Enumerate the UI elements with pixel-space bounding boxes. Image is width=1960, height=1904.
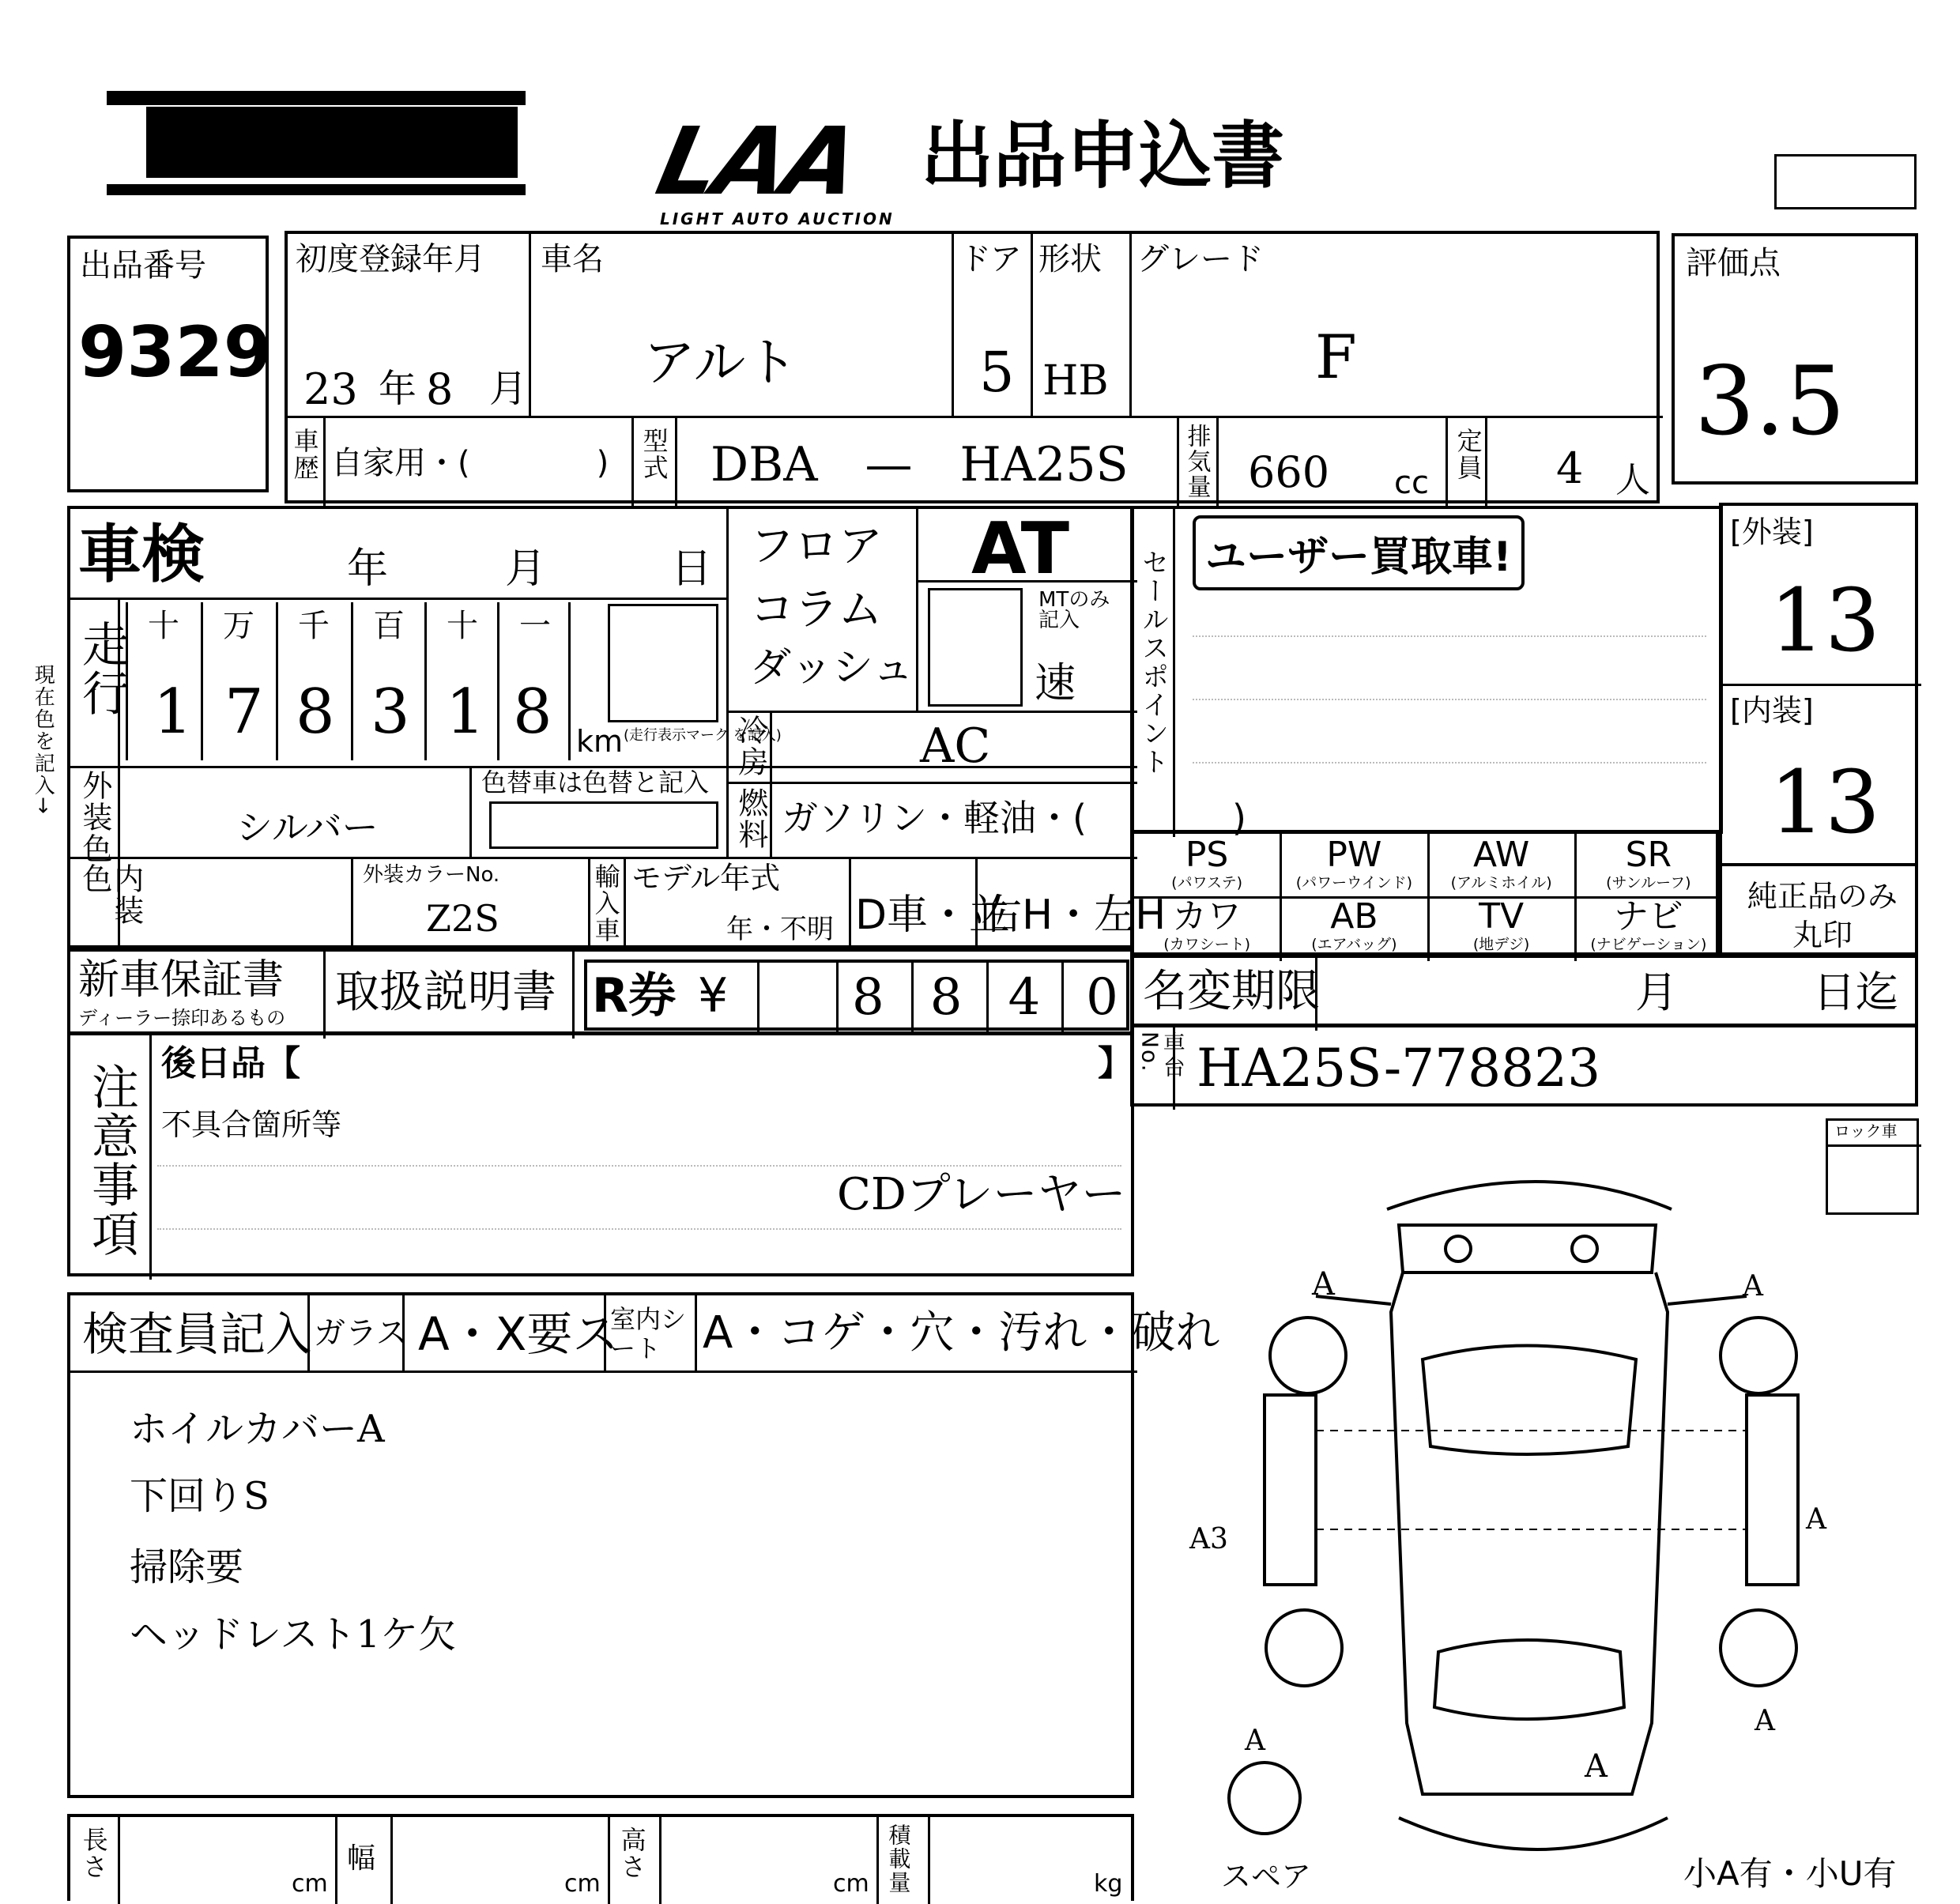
shape-label: 形状 [1038,241,1102,277]
digit-value: 1 [153,677,193,748]
lock-box [1826,1118,1919,1215]
car-name-value: アルト [643,332,798,393]
chassis-label: 車台No. [1136,1031,1186,1079]
height-label: 高さ [616,1827,647,1880]
digit-value: 1 [446,677,485,748]
equipment-cell [1133,895,1280,956]
grade-value: F [1315,322,1357,392]
grade-label: グレード [1137,241,1264,277]
digit-value: 8 [296,677,335,748]
digit-label: 十 [447,608,478,644]
capacity-value: 4 [1556,443,1584,493]
equipment-desc: (サンルーフ) [1606,874,1691,892]
name-change-label: 名変期限 [1143,966,1320,1017]
digit-value: 3 [371,677,410,748]
mt-note: MTのみ 記入 [1038,588,1110,632]
equipment-cell [1575,833,1722,895]
car-name-label: 車名 [541,241,604,277]
vehicle-info-box [285,231,1660,503]
color-no-label: 外装カラーNo. [363,863,500,887]
recycle-value: 8840 [852,968,1164,1027]
warranty-label: 新車保証書 [78,956,285,1004]
interior-score-value: 13 [1770,752,1880,853]
mileage-digits [126,602,568,760]
aircon-value: AC [920,718,991,774]
form-title: 出品申込書 [921,114,1285,198]
width-label: 幅 [347,1842,376,1875]
inspector-line: 下回りS [130,1474,270,1518]
interior-score-label: [内装] [1730,693,1814,728]
chassis-value: HA25S-778823 [1197,1038,1601,1099]
spare-label: スペア [1221,1859,1312,1894]
equipment-desc: (アルミホイル) [1450,874,1552,892]
inspection-year: 年 [347,545,389,593]
logo-text: LAA [648,107,866,216]
equipment-cell [1575,895,1722,956]
dealer-value: D車・並 [855,892,1011,939]
length-label: 長さ [78,1827,109,1880]
displacement-value: 660 [1248,447,1330,497]
defects-value: CDプレーヤー [837,1169,1126,1220]
glass-value: A・X要ス [418,1307,619,1361]
recycle-label: R券 [592,968,677,1024]
mark-front-right: A [1743,1270,1763,1303]
repaint-box [489,801,718,849]
load-unit: kg [1094,1870,1123,1898]
lot-number: 9329 [78,311,272,393]
current-color-note: 現在色を記入→ [31,664,55,816]
capacity-label: 定員 [1453,428,1483,481]
exterior-score-label: [外装] [1730,515,1814,549]
mt-box [928,588,1023,707]
registration-year-label: 年 [379,367,417,411]
equipment-code: カワ [1172,896,1242,937]
transmission-value: AT [971,507,1070,590]
name-change-box [1130,952,1918,1027]
equipment-desc: (ナビゲーション) [1590,936,1707,953]
registration-year-value: 23 [303,364,358,414]
displacement-unit: cc [1394,465,1429,501]
equipment-code: TV [1479,896,1525,937]
shift-floor: フロア [750,521,883,572]
mileage-mark-box [608,604,718,722]
lot-number-box [67,236,272,492]
digit-label: 千 [298,608,330,644]
equipment-cell [1280,833,1427,895]
manual-label: 取扱説明書 [335,967,556,1018]
mark-spare: A [1245,1725,1265,1757]
name-change-day: 日迄 [1813,967,1898,1017]
genuine-only-box [1719,863,1918,958]
score-box [1672,233,1918,484]
laa-logo [648,107,913,228]
door-label: ドア [959,241,1022,277]
notes-box [67,1031,1134,1276]
history-label: 車歴 [289,428,320,481]
model-code-label: 型式 [639,428,669,481]
shift-dash: ダッシュ [750,644,914,692]
digit-value: 7 [224,677,264,748]
mark-left-side: A3 [1189,1523,1228,1555]
model-year-value: 年・不明 [726,914,834,945]
equipment-cell [1428,895,1575,956]
equipment-cell [1428,833,1575,895]
footer-right-note: 小A有・小U有 [1683,1854,1897,1893]
sales-point-label: セールスポイント [1136,549,1169,776]
inspector-line: ヘッドレスト1ケ欠 [130,1612,457,1657]
mark-rear-right: A [1755,1705,1775,1737]
equipment-code: SR [1625,835,1672,875]
equipment-desc: (地デジ) [1472,936,1530,953]
exterior-color-label: 外装色 [77,770,112,865]
buyback-badge-text: ユーザー買取車! [1205,533,1512,581]
inspector-line: ホイルカバーA [130,1407,385,1451]
equipment-code: AB [1330,896,1378,937]
equipment-code: AW [1473,835,1530,875]
mark-right-side: A [1806,1503,1826,1536]
logo-subtitle: LIGHT AUTO AUCTION [660,209,895,228]
equipment-code: ナビ [1613,896,1683,937]
digit-value: 8 [513,677,552,748]
inspection-day: 日 [671,545,713,593]
digit-label: 一 [519,608,551,644]
inspector-line: 掃除要 [130,1545,244,1589]
equipment-cell [1133,833,1280,895]
handle-value: 右H・左H [981,892,1167,939]
lock-label: ロック車 [1834,1122,1898,1141]
model-code-value: DBA — HA25S [710,437,1129,492]
chassis-box [1130,1024,1918,1107]
width-unit: cm [564,1870,601,1898]
interior-color-label: 内装色 [77,863,144,926]
later-items-label: 後日品【 [161,1043,300,1084]
mark-front-left: A [1312,1266,1335,1303]
inspection-label: 車検 [78,518,205,591]
equipment-code: PW [1326,835,1382,875]
mileage-unit-note: (走行表示マーク を記入) [624,727,782,744]
notes-label: 注意事項 [84,1062,139,1258]
registration-label: 初度登録年月 [296,241,485,277]
load-label: 積載量 [885,1823,912,1895]
digit-label: 百 [373,608,405,644]
lot-label: 出品番号 [80,247,206,284]
score-value: 3.5 [1694,347,1845,457]
color-no-value: Z2S [426,897,499,940]
fuel-value: ガソリン・軽油・( ) [782,797,1246,839]
recycle-yen: ¥ [698,968,729,1024]
mileage-label: 走行 [74,620,130,718]
repaint-label: 色替車は色替と記入 [481,767,710,797]
fuel-label: 燃料 [733,787,768,850]
buyback-badge [1193,515,1525,590]
equipment-desc: (カワシート) [1163,936,1251,953]
inspection-month: 月 [505,545,547,593]
exterior-interior-score-box [1719,503,1918,866]
later-items-close: 】 [1098,1043,1133,1084]
height-unit: cm [833,1870,869,1898]
seat-value: A・コゲ・穴・汚れ・破れ [703,1307,1220,1359]
digit-label: 十 [148,608,179,644]
equipment-desc: (パワステ) [1171,874,1243,892]
digit-label: 万 [223,608,254,644]
warranty-note: ディーラー捺印あるもの [78,1007,286,1029]
sales-point-box [1130,506,1723,834]
seat-label: 室内シート [610,1304,687,1363]
dimensions-box [67,1814,1134,1901]
shift-column: コラム [750,584,883,635]
aircon-label: 冷房 [733,714,768,778]
model-year-label: モデル年式 [631,861,781,895]
name-change-month: 月 [1635,967,1678,1017]
speed-label: 速 [1035,660,1076,707]
history-value: 自家用・( ) [331,445,609,481]
inspector-label: 検査員記入 [82,1307,312,1361]
defects-label: 不具合箇所等 [161,1107,342,1142]
exterior-color-value: シルバー [236,806,379,849]
displacement-label: 排気量 [1182,424,1211,500]
score-label: 評価点 [1686,245,1781,281]
mark-rear: A [1585,1748,1608,1785]
redacted-stamp [107,91,526,202]
equipment-desc: (パワーウインド) [1295,874,1412,892]
registration-month-label: 月 [489,367,528,411]
import-label: 輸入車 [590,863,621,944]
corner-box [1774,154,1917,209]
glass-label: ガラス [314,1315,408,1352]
equipment-desc: (エアバッグ) [1311,936,1397,953]
registration-month-value: 8 [426,364,454,414]
door-value: 5 [979,340,1015,405]
capacity-unit: 人 [1615,460,1650,500]
genuine-only-label: 純正品のみ 丸印 [1747,879,1898,953]
equipment-cell [1280,895,1427,956]
length-unit: cm [292,1870,328,1898]
shape-value: HB [1042,357,1109,405]
documents-row [67,948,1164,1035]
mileage-unit: km [576,724,624,759]
recycle-box [584,960,1164,1031]
exterior-score-value: 13 [1770,570,1880,671]
equipment-code: PS [1185,835,1229,875]
